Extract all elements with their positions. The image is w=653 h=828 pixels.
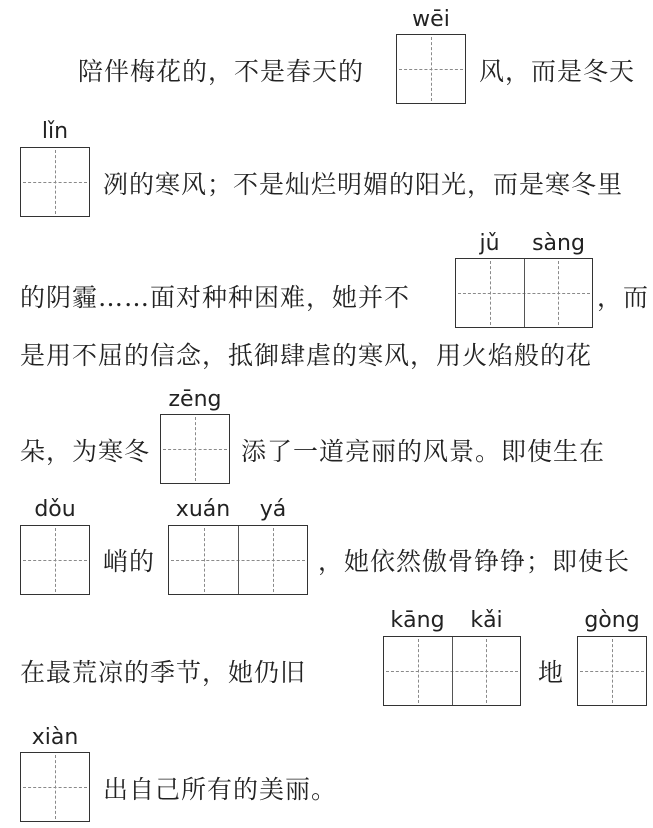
pinyin-lin: lǐn: [41, 119, 69, 144]
box-guide-line: [195, 417, 196, 481]
box-guide-line: [612, 639, 613, 703]
box-divider: [452, 637, 453, 705]
text-line-1-end: 风，而是冬天: [479, 57, 636, 86]
pinyin-sang: sàng: [532, 231, 585, 256]
pinyin-ju: jǔ: [479, 231, 500, 256]
text-line-6-end: ，她依然傲骨铮铮；即使长: [318, 547, 631, 576]
pinyin-wei: wēi: [412, 7, 450, 32]
text-line-8: 出自己所有的美丽。: [103, 775, 338, 804]
box-guide-line: [418, 639, 419, 703]
pinyin-ya: yá: [259, 497, 287, 522]
text-line-7-mid: 地: [538, 658, 565, 687]
answer-box-gong[interactable]: [577, 636, 647, 706]
answer-box-kangkai[interactable]: [383, 636, 521, 706]
box-guide-line: [431, 37, 432, 101]
answer-box-xuanya[interactable]: [168, 525, 308, 595]
pinyin-kang: kāng: [390, 608, 445, 633]
pinyin-kai: kǎi: [470, 608, 503, 633]
text-line-5-end: 添了一道亮丽的风景。即使生在: [241, 437, 606, 466]
box-divider: [238, 526, 239, 594]
answer-box-lin[interactable]: [20, 147, 90, 217]
box-divider: [524, 259, 525, 327]
pinyin-gong: gòng: [584, 608, 640, 633]
text-line-7: 在最荒凉的季节，她仍旧: [20, 658, 307, 687]
box-guide-line: [55, 528, 56, 592]
box-guide-line: [55, 755, 56, 819]
box-guide-line: [204, 528, 205, 592]
pinyin-xian: xiàn: [31, 725, 79, 750]
answer-box-zeng[interactable]: [160, 414, 230, 484]
pinyin-zeng: zēng: [168, 387, 222, 412]
box-guide-line: [273, 528, 274, 592]
box-guide-line: [558, 261, 559, 325]
text-line-1: 陪伴梅花的，不是春天的: [78, 57, 365, 86]
text-line-6: 峭的: [103, 547, 156, 576]
pinyin-xuan: xuán: [175, 497, 231, 522]
text-line-2: 冽的寒风；不是灿烂明媚的阳光，而是寒冬里: [103, 170, 624, 199]
pinyin-dou: dǒu: [34, 497, 76, 522]
box-guide-line: [490, 261, 491, 325]
text-line-3: 的阴霾……面对种种困难，她并不: [20, 283, 411, 312]
answer-box-jusang[interactable]: [455, 258, 593, 328]
text-line-3-end: ，而: [597, 283, 650, 312]
text-line-4: 是用不屈的信念，抵御肆虐的寒风，用火焰般的花: [20, 341, 593, 370]
box-guide-line: [486, 639, 487, 703]
box-guide-line: [55, 150, 56, 214]
text-line-5: 朵，为寒冬: [20, 437, 151, 466]
answer-box-xian[interactable]: [20, 752, 90, 822]
answer-box-wei[interactable]: [396, 34, 466, 104]
answer-box-dou[interactable]: [20, 525, 90, 595]
